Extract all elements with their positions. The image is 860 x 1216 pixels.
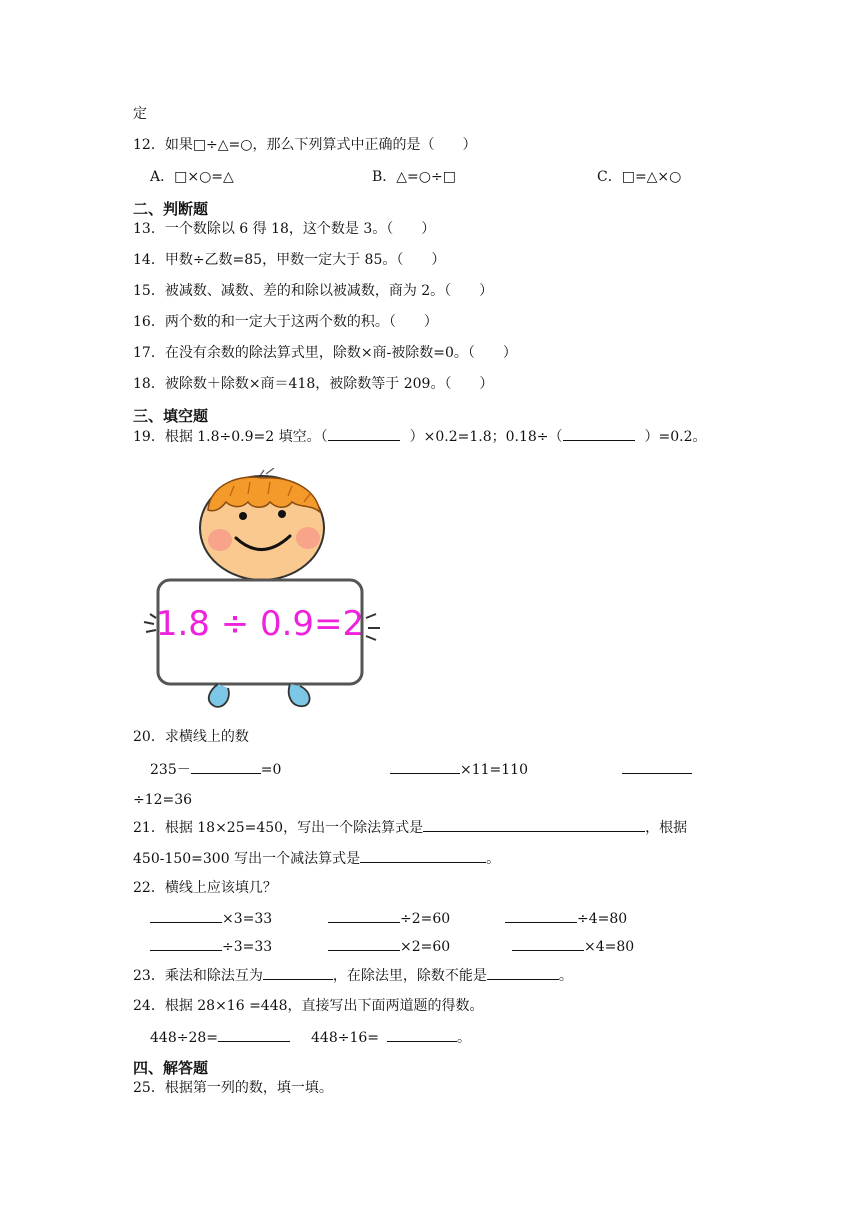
answer-blank[interactable] — [622, 759, 692, 774]
q22-item-4-text: ÷3=33 — [222, 939, 273, 955]
q22-item-1 — [150, 908, 272, 929]
q19-text-2: ）×0.2=1.8；0.18÷（ — [409, 429, 563, 445]
cartoon-boy-with-sign-image — [140, 468, 385, 714]
answer-blank[interactable] — [360, 848, 486, 863]
answer-blank[interactable] — [423, 817, 645, 832]
question-20: 20．求横线上的数 — [133, 729, 249, 745]
q22-item-6-text: ×4=80 — [584, 939, 635, 955]
q20-item-1 — [150, 759, 281, 780]
answer-blank[interactable] — [191, 759, 261, 774]
q21-text-4: 。 — [486, 851, 501, 867]
section-heading-solve: 四、解答题 — [133, 1059, 209, 1077]
q23-text-1: 23．乘法和除法互为 — [133, 968, 263, 984]
answer-blank[interactable] — [150, 908, 222, 923]
section-heading-judgement: 二、判断题 — [133, 200, 209, 218]
answer-blank[interactable] — [150, 936, 222, 951]
question-21-line-2 — [133, 848, 500, 869]
q23-text-2: ，在除法里，除数不能是 — [332, 968, 487, 984]
q12-option-c: C．□=△×○ — [597, 169, 682, 185]
question-13: 13．一个数除以 6 得 18，这个数是 3。（ ） — [133, 221, 436, 237]
question-22: 22．横线上应该填几？ — [133, 880, 277, 896]
question-24: 24．根据 28×16 =448，直接写出下面两道题的得数。 — [133, 998, 484, 1014]
q20-item-3-blank — [622, 759, 692, 780]
question-12: 12．如果□÷△=○，那么下列算式中正确的是（ ） — [133, 137, 477, 153]
q22-item-2 — [328, 908, 450, 929]
q12-option-b: B．△=○÷□ — [372, 169, 456, 185]
question-16: 16．两个数的和一定大于这两个数的积。（ ） — [133, 314, 438, 330]
question-21-line-1 — [133, 817, 687, 838]
answer-blank[interactable] — [390, 759, 460, 774]
q21-text-2: ，根据 — [645, 820, 688, 836]
question-23 — [133, 965, 573, 986]
line-continuation: 定 — [133, 106, 147, 122]
q24-item-1-text: 448÷28= — [150, 1030, 218, 1046]
answer-blank[interactable] — [563, 426, 635, 441]
q22-item-5-text: ×2=60 — [400, 939, 451, 955]
answer-blank[interactable] — [328, 426, 400, 441]
answer-blank[interactable] — [387, 1027, 457, 1042]
q22-item-6 — [512, 936, 634, 957]
cartoon-boy-drawing — [140, 468, 385, 714]
q23-text-3: 。 — [558, 968, 573, 984]
section-heading-fill-in: 三、填空题 — [133, 407, 209, 425]
question-14: 14．甲数÷乙数=85，甲数一定大于 85。（ ） — [133, 252, 446, 268]
question-25: 25．根据第一列的数，填一填。 — [133, 1080, 333, 1096]
answer-blank[interactable] — [263, 965, 333, 980]
question-15: 15．被减数、减数、差的和除以被减数，商为 2。（ ） — [133, 283, 494, 299]
answer-blank[interactable] — [218, 1027, 290, 1042]
question-17: 17．在没有余数的除法算式里，除数×商-被除数=0。（ ） — [133, 345, 517, 361]
board-equation-text: 1.8 ÷ 0.9=2 — [155, 604, 365, 644]
q22-item-3 — [505, 908, 627, 929]
q19-text-1: 19．根据 1.8÷0.9=2 填空。（ — [133, 429, 328, 445]
q20-item-3-text: ÷12=36 — [133, 792, 193, 808]
q24-item-2-text: 448÷16= — [311, 1030, 379, 1046]
q12-option-a: A．□×○=△ — [150, 169, 234, 185]
q24-item-2-end: 。 — [457, 1030, 471, 1046]
q24-item-2 — [311, 1027, 471, 1048]
answer-blank[interactable] — [487, 965, 559, 980]
answer-blank[interactable] — [328, 936, 400, 951]
q22-item-5 — [328, 936, 450, 957]
answer-blank[interactable] — [505, 908, 577, 923]
answer-blank[interactable] — [328, 908, 400, 923]
q22-item-4 — [150, 936, 272, 957]
q21-text-3: 450-150=300 写出一个减法算式是 — [133, 851, 361, 867]
question-18: 18．被除数＋除数×商＝418，被除数等于 209。（ ） — [133, 376, 494, 392]
q20-item-2 — [390, 759, 528, 780]
q19-text-3: ）=0.2。 — [644, 429, 707, 445]
answer-blank[interactable] — [512, 936, 584, 951]
q20-item-2-text: ×11=110 — [460, 762, 528, 778]
q22-item-3-text: ÷4=80 — [577, 911, 628, 927]
q21-text-1: 21．根据 18×25=450，写出一个除法算式是 — [133, 820, 424, 836]
q24-item-1 — [150, 1027, 290, 1048]
q22-item-1-text: ×3=33 — [222, 911, 273, 927]
question-19 — [133, 426, 707, 447]
q20-item-1-text-2: =0 — [260, 762, 282, 778]
q20-item-1-text: 235－ — [150, 762, 191, 778]
q22-item-2-text: ÷2=60 — [400, 911, 451, 927]
